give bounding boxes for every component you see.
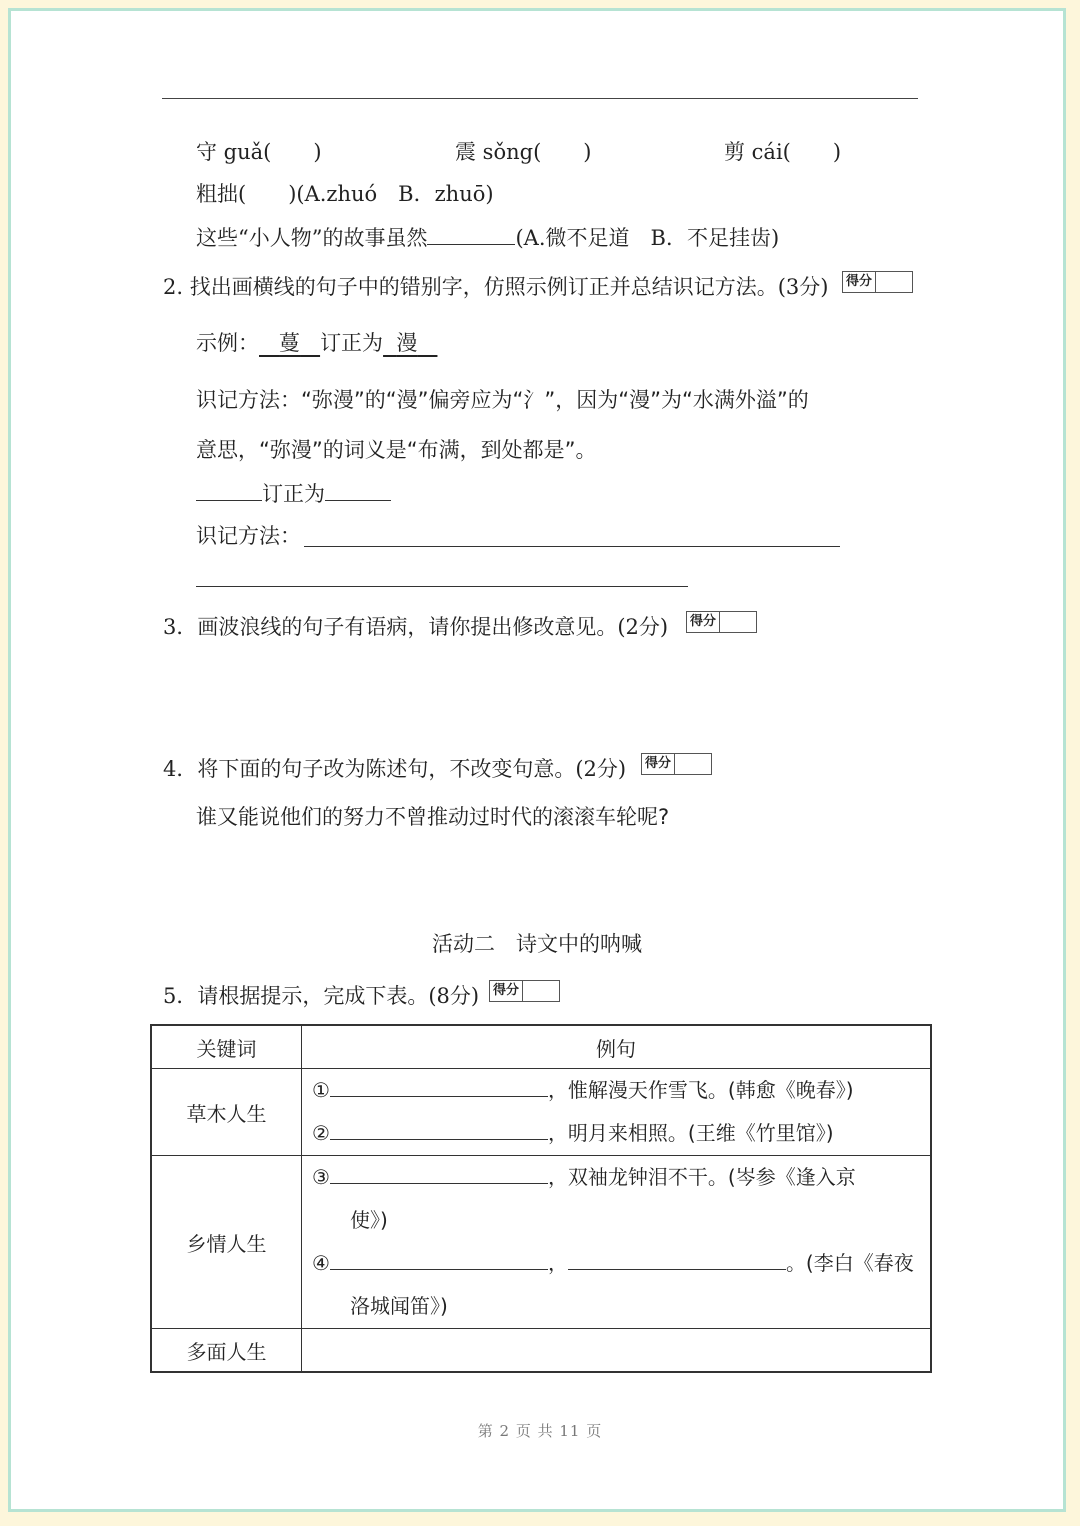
q1-item-5-options: (A.微不足道 B．不足挂齿) <box>515 226 780 250</box>
keyword-cell: 乡情人生 <box>151 1156 302 1329</box>
q2-method-line-2: 意思，“弥漫”的词义是“布满，到处都是”。 <box>196 438 597 462</box>
poem-blank-1[interactable] <box>330 1078 548 1097</box>
example-line: ② ，明月来相照。(王维《竹里馆》) <box>312 1121 834 1145</box>
table-row <box>151 1329 931 1373</box>
q3-title: 3．画波浪线的句子有语病，请你提出修改意见。(2分) <box>163 615 669 639</box>
q2-correction <box>196 482 391 505</box>
poem-blank-3[interactable] <box>330 1165 548 1184</box>
score-label: 得分 <box>687 612 720 632</box>
q1-item-2: 震 sǒng( ) <box>455 140 592 164</box>
table-header-row <box>151 1025 931 1069</box>
method-answer-line-2[interactable] <box>196 586 688 587</box>
section-title: 活动二 诗文中的呐喊 <box>432 932 642 956</box>
table-row <box>151 1069 931 1156</box>
q3-score-box[interactable] <box>686 611 757 633</box>
answer-blank[interactable] <box>427 226 515 245</box>
keyword-cell: 多面人生 <box>151 1329 302 1373</box>
q4-score-box[interactable] <box>641 753 712 775</box>
q2-score-box[interactable] <box>842 271 913 293</box>
q1-item-3: 剪 cái( ) <box>724 140 842 164</box>
example-label: 示例： <box>196 331 259 355</box>
example-cell <box>302 1156 932 1329</box>
poem-blank-4[interactable] <box>330 1251 548 1270</box>
wrong-char-blank[interactable] <box>196 482 262 501</box>
example-line-cont: 洛城闻笛》) <box>350 1294 448 1318</box>
right-char-blank[interactable] <box>325 482 391 501</box>
table-row <box>151 1156 931 1329</box>
q2-title: 2. 找出画横线的句子中的错别字，仿照示例订正并总结识记方法。(3分) <box>163 275 829 299</box>
example-mid: 订正为 <box>320 331 384 355</box>
q1-item-5 <box>196 226 779 249</box>
example-line: ④ ， 。(李白《春夜 <box>312 1251 914 1275</box>
keyword-cell: 草木人生 <box>151 1069 302 1156</box>
q1-item-1: 守 guǎ( ) <box>196 140 322 164</box>
q4-sentence: 谁又能说他们的努力不曾推动过时代的滚滚车轮呢? <box>196 805 670 829</box>
score-label: 得分 <box>490 981 523 1001</box>
poem-blank-2[interactable] <box>330 1121 548 1140</box>
q2-method-label: 识记方法： <box>196 524 301 548</box>
poem-blank-5[interactable] <box>568 1251 786 1270</box>
score-cell[interactable] <box>675 754 711 774</box>
example-cell <box>302 1069 932 1156</box>
score-label: 得分 <box>642 754 675 774</box>
score-label: 得分 <box>843 272 876 292</box>
page-footer: 第 2 页 共 11 页 <box>477 1422 603 1440</box>
example-wrong-char: 蔓 <box>279 331 301 355</box>
score-cell[interactable] <box>720 612 756 632</box>
example-right-char: 漫 <box>396 331 418 355</box>
q1-item-4: 粗拙( )(A.zhuó B．zhuō) <box>196 182 494 206</box>
top-divider <box>162 98 918 99</box>
q5-title: 5．请根据提示，完成下表。(8分) <box>163 984 480 1008</box>
q5-score-box[interactable] <box>489 980 560 1002</box>
method-answer-line-1[interactable] <box>304 546 840 547</box>
q1-item-5-prefix: 这些“小人物”的故事虽然 <box>196 226 428 250</box>
example-cell-empty[interactable] <box>302 1329 932 1373</box>
header-example: 例句 <box>302 1025 932 1069</box>
example-line-cont: 使》) <box>350 1208 388 1232</box>
example-line: ① ，惟解漫天作雪飞。(韩愈《晚春》) <box>312 1078 854 1102</box>
q2-example <box>196 333 437 354</box>
score-cell[interactable] <box>876 272 912 292</box>
score-cell[interactable] <box>523 981 559 1001</box>
q2-method-line-1: 识记方法：“弥漫”的“漫”偏旁应为“氵”，因为“漫”为“水满外溢”的 <box>196 388 809 412</box>
header-keyword: 关键词 <box>151 1025 302 1069</box>
q4-title: 4．将下面的句子改为陈述句，不改变句意。(2分) <box>163 757 627 781</box>
example-line: ③ ，双袖龙钟泪不干。(岑参《逢入京 <box>312 1165 856 1189</box>
correction-mid: 订正为 <box>262 482 325 506</box>
poetry-table <box>150 1024 932 1373</box>
